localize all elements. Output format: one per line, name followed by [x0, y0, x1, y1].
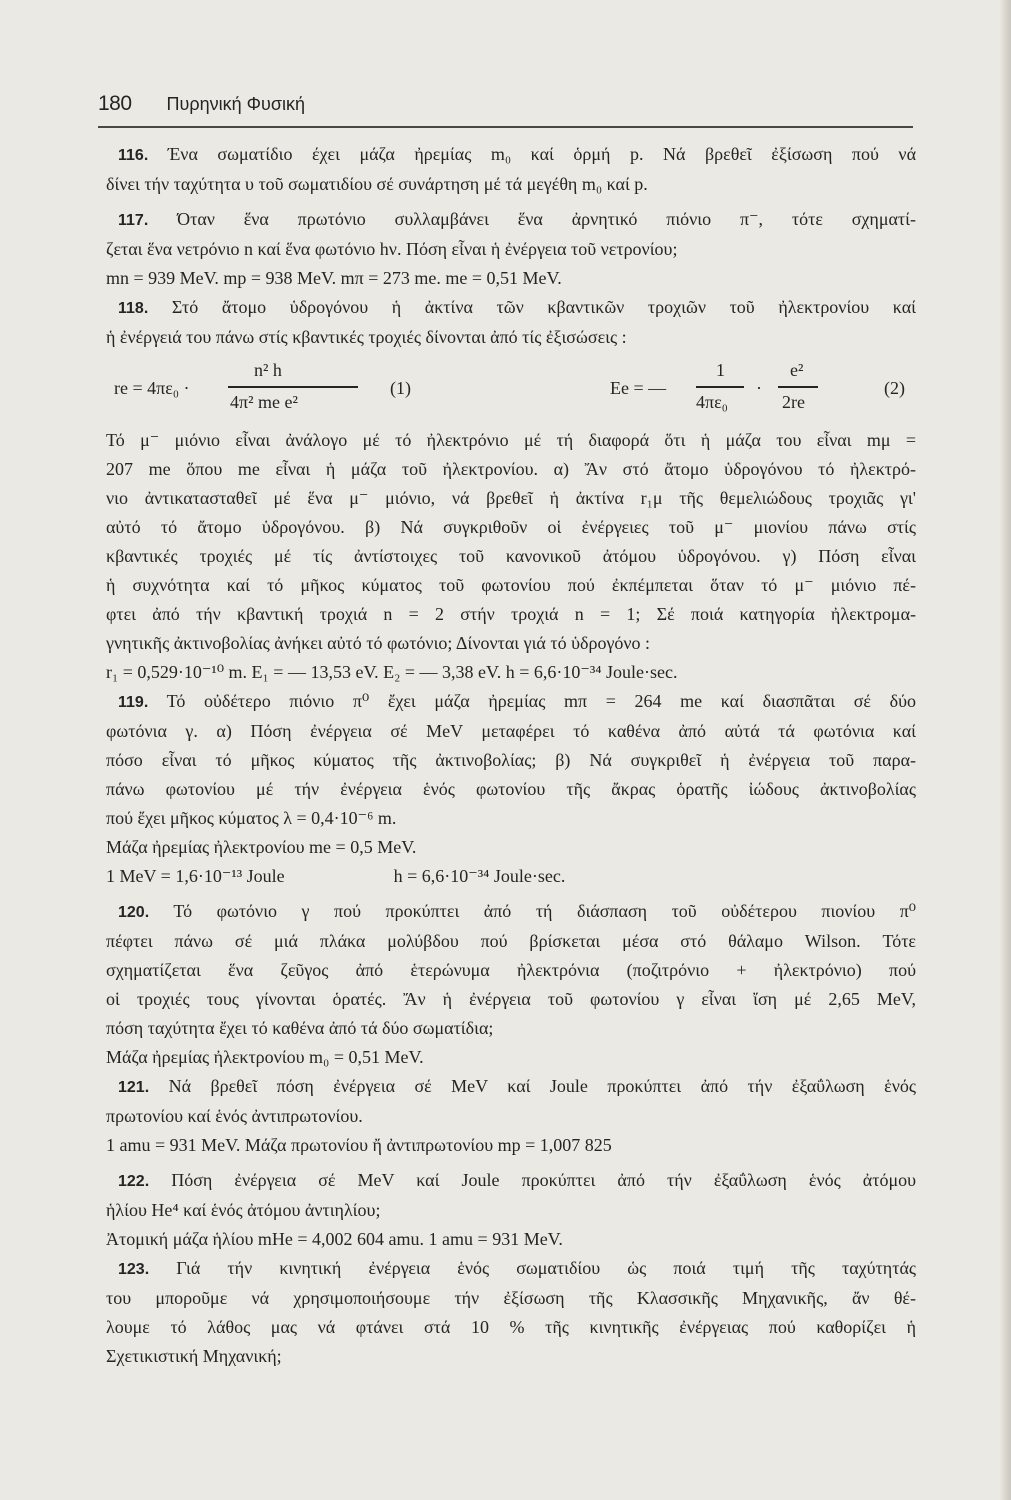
- problem-121: [106, 1072, 916, 1102]
- problem-118: [106, 293, 916, 323]
- eq1-label: (1): [390, 378, 411, 398]
- page-header: [98, 92, 305, 116]
- problem-text-line: φωτόνια γ. α) Πόση ἐνέργεια σέ MeV μεταφέρει τό καθένα ἀπό αὐτά τά φωτόνια καί: [106, 721, 916, 741]
- eq2-dot: ·: [756, 378, 762, 398]
- problem-119: [106, 687, 916, 717]
- given-data: Μάζα ἠρεμίας ἠλεκτρονίου me = 0,5 MeV.: [106, 837, 417, 857]
- problem-text: Στό ἄτομο ὑδρογόνου ἡ ἀκτίνα τῶν κβαντικῶν τροχιῶν τοῦ ἠλεκτρονίου καί: [171, 297, 916, 317]
- problem-text-line: του μποροῦμε νά χρησιμοποιήσουμε τήν ἐξίσωση τῆς Κλασσικῆς Μηχανικῆς, ἄν θέ-: [106, 1288, 916, 1308]
- header-rule: [98, 126, 913, 128]
- problem-text-line: πρωτονίου καί ἑνός ἀντιπρωτονίου.: [106, 1106, 363, 1126]
- eq2-denominator-1: 4πε₀: [696, 392, 728, 412]
- problem-text-line: Τό μ⁻ μιόνιο εἶναι ἀνάλογο μέ τό ἠλεκτρόνιο μέ τή διαφορά ὅτι ἡ μάζα του εἶναι mμ =: [106, 430, 916, 450]
- problem-text-line: πόσο εἶναι τό μῆκος κύματος τῆς ἀκτινοβολίας; β) Νά συγκριθεῖ ἡ ἐνέργεια τοῦ παρα-: [106, 750, 916, 770]
- problem-text: Νά βρεθεῖ πόση ἐνέργεια σέ MeV καί Joule προκύπτει ἀπό τήν ἐξαΰλωση ἑνός: [168, 1076, 916, 1096]
- problem-text: Τό οὐδέτερο πιόνιο π⁰ ἔχει μάζα ἠρεμίας mπ = 264 me καί διασπᾶται σέ δύο: [166, 691, 916, 711]
- problem-text-line: ἡλίου He⁴ καί ἑνός ἀτόμου ἀντιηλίου;: [106, 1200, 381, 1220]
- problem-number: 116.: [118, 147, 149, 164]
- problem-116: [106, 140, 916, 170]
- given-data: mn = 939 MeV. mp = 938 MeV. mπ = 273 me. me = 0,51 MeV.: [106, 268, 562, 288]
- problem-117: [106, 205, 916, 235]
- problem-text-line: γνητικῆς ἀκτινοβολίας ἀνήκει αὐτό τό φωτόνιο; Δίνονται γιά τό ὑδρογόνο :: [106, 633, 651, 653]
- problem-text-line: ἡ συχνότητα καί τό μῆκος κύματος τοῦ φωτονίου πού ἐκπέμπεται ὅταν τό μ⁻ μιόνιο πέ-: [106, 575, 916, 595]
- page-number: 180: [98, 92, 132, 115]
- eq2-numerator-1: 1: [716, 360, 725, 380]
- problem-text-line: δίνει τήν ταχύτητα υ τοῦ σωματιδίου σέ συνάρτηση μέ τά μεγέθη m₀ καί p.: [106, 174, 648, 194]
- problem-text-line: πάνω φωτονίου μέ τήν ἐνέργεια ἑνός φωτονίου τῆς ἄκρας ὁρατῆς ἰώδους ἀκτινοβολίας: [106, 779, 916, 799]
- problem-text-line: Σχετικιστική Μηχανική;: [106, 1346, 282, 1366]
- problem-text-line: οἱ τροχιές τους γίνονται ὁρατές. Ἄν ἡ ἐνέργεια τοῦ φωτονίου γ εἶναι ἴση μέ 2,65 MeV,: [106, 989, 916, 1009]
- problem-text-line: 207 me ὅπου me εἶναι ἡ μάζα τοῦ ἠλεκτρονίου. α) Ἄν στό ἄτομο ὑδρογόνου τό ἠλεκτρό-: [106, 459, 916, 479]
- problem-122: [106, 1166, 916, 1196]
- problem-text-line: λουμε τό λάθος μας νά φτάνει στά 10 % τῆς κινητικῆς ἐνέργειας πού καθορίζει ἡ: [106, 1317, 916, 1337]
- problem-number: 118.: [118, 300, 149, 317]
- problem-text-line: αὐτό τό ἄτομο ὑδρογόνου. β) Νά συγκριθοῦν οἱ ἐνέργειες τοῦ μ⁻ μιονίου πάνω στίς: [106, 517, 916, 537]
- problem-number: 122.: [118, 1173, 150, 1190]
- problem-number: 120.: [118, 904, 150, 921]
- problem-text-line: νιο ἀντικατασταθεῖ μέ ἕνα μ⁻ μιόνιο, νά βρεθεῖ ἡ ἀκτίνα r₁μ τῆς θεμελιώδους τροχιᾶς γι': [106, 488, 916, 508]
- problem-120: [106, 897, 916, 927]
- problem-number: 121.: [118, 1079, 150, 1096]
- running-title: Πυρηνική Φυσική: [166, 94, 305, 114]
- problem-text-line: πόση ταχύτητα ἔχει τό καθένα ἀπό τά δύο σωματίδια;: [106, 1018, 494, 1038]
- given-data: r₁ = 0,529·10⁻¹⁰ m. E₁ = — 13,53 eV. E₂ = — 3,38 eV. h = 6,6·10⁻³⁴ Joule·sec.: [106, 662, 678, 682]
- equations: [106, 356, 916, 420]
- given-data-part: h = 6,6·10⁻³⁴ Joule·sec.: [393, 866, 566, 886]
- given-data: Μάζα ἠρεμίας ἠλεκτρονίου m₀ = 0,51 MeV.: [106, 1047, 424, 1067]
- given-data-part: 1 MeV = 1,6·10⁻¹³ Joule: [106, 866, 285, 886]
- eq1-numerator: n² h: [254, 360, 282, 380]
- eq2-lhs: Ee = —: [610, 378, 667, 398]
- problem-text-line: φτει ἀπό τήν κβαντική τροχιά n = 2 στήν τροχιά n = 1; Σέ ποιά κατηγορία ἠλεκτρομα-: [106, 604, 916, 624]
- problem-text-line: ζεται ἕνα νετρόνιο n καί ἕνα φωτόνιο hν. Πόση εἶναι ἡ ἐνέργεια τοῦ νετρονίου;: [106, 239, 678, 259]
- problem-text-line: πού ἔχει μῆκος κύματος λ = 0,4·10⁻⁶ m.: [106, 808, 397, 828]
- problem-text: Όταν ἕνα πρωτόνιο συλλαμβάνει ἕνα ἀρνητικό πιόνιο π⁻, τότε σχηματί-: [177, 209, 916, 229]
- problem-text: Γιά τήν κινητική ἐνέργεια ἑνός σωματιδίου ὡς ποιά τιμή τῆς ταχύτητάς: [176, 1258, 916, 1278]
- problem-text-line: σχηματίζεται ἕνα ζεῦγος ἀπό ἑτερώνυμα ἠλεκτρόνια (ποζιτρόνιο + ἠλεκτρόνιο) πού: [106, 960, 916, 980]
- eq1-denominator: 4π² me e²: [230, 392, 298, 412]
- given-data: [106, 862, 916, 891]
- problem-123: [106, 1254, 916, 1284]
- problem-text: Πόση ἐνέργεια σέ MeV καί Joule προκύπτει ἀπό τήν ἐξαΰλωση ἑνός ἀτόμου: [171, 1170, 917, 1190]
- eq2-numerator-2: e²: [790, 360, 804, 380]
- eq2-denominator-2: 2re: [782, 392, 805, 412]
- page-body: [106, 140, 916, 1371]
- problem-text: Ένα σωματίδιο έχει μάζα ἠρεμίας m₀ καί ὁρμή p. Νά βρεθεῖ ἐξίσωση πού νά: [167, 144, 917, 164]
- problem-text-line: πέφτει πάνω σέ μιά πλάκα μολύβδου πού βρίσκεται μέσα στό θάλαμο Wilson. Τότε: [106, 931, 916, 951]
- problem-number: 117.: [118, 212, 149, 229]
- page-edge-shadow: [999, 0, 1011, 1500]
- problem-text: Τό φωτόνιο γ πού προκύπτει ἀπό τή διάσπαση τοῦ οὐδέτερου πιονίου π⁰: [173, 901, 916, 921]
- problem-number: 119.: [118, 694, 149, 711]
- problem-text-line: κβαντικές τροχιές μέ τίς ἀντίστοιχες τοῦ κανονικοῦ ἀτόμου ὑδρογόνου. γ) Πόση εἶναι: [106, 546, 916, 566]
- problem-number: 123.: [118, 1261, 150, 1278]
- problem-text-line: ἡ ἐνέργειά του πάνω στίς κβαντικές τροχιές δίνονται ἀπό τίς ἐξισώσεις :: [106, 327, 627, 347]
- eq1-lhs: re = 4πε₀ ·: [114, 378, 190, 398]
- eq2-label: (2): [884, 378, 905, 398]
- given-data: Ἀτομική μάζα ἡλίου mHe = 4,002 604 amu. 1 amu = 931 MeV.: [106, 1229, 563, 1249]
- given-data: 1 amu = 931 MeV. Μάζα πρωτονίου ἤ ἀντιπρωτονίου mp = 1,007 825: [106, 1135, 612, 1155]
